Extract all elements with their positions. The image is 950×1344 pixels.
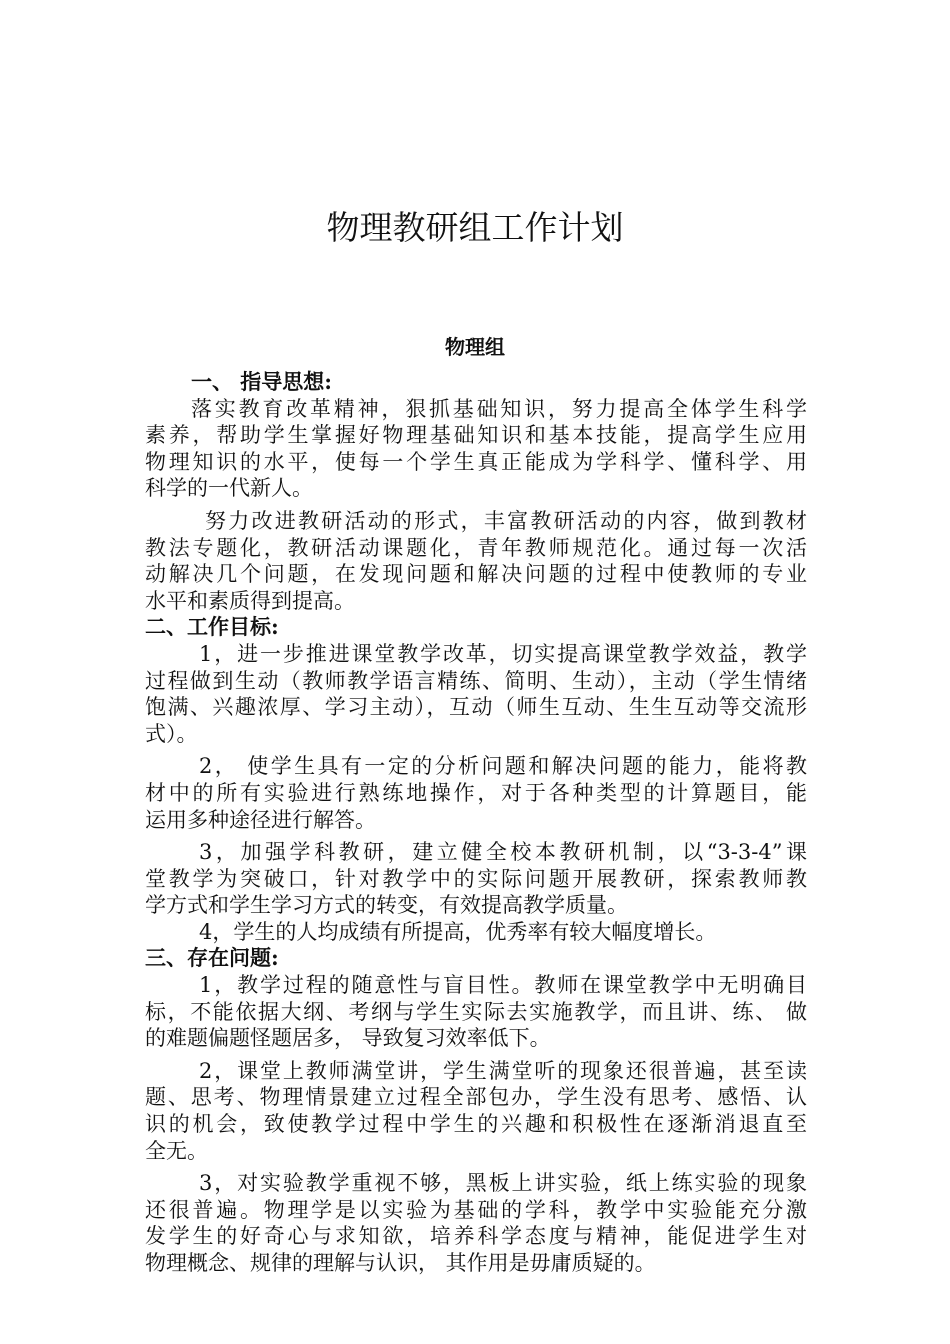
paragraph-line: 3，对实验教学重视不够，黑板上讲实验，纸上练实验的现象	[199, 1171, 807, 1196]
paragraph-line: 动解决几个问题，在发现问题和解决问题的过程中使教师的专业	[145, 562, 807, 587]
paragraph-line: 素养，帮助学生掌握好物理基础知识和基本技能，提高学生应用	[145, 423, 807, 448]
paragraph-line: 水平和素质得到提高。	[145, 588, 355, 613]
paragraph	[145, 1058, 807, 1164]
paragraph	[145, 839, 807, 919]
paragraph-line: 3，加强学科教研，建立健全校本教研机制，以“3-3-4”课	[199, 840, 807, 865]
paragraph-line: 努力改进教研活动的形式，丰富教研活动的内容，做到教材	[205, 508, 807, 533]
paragraph-line: 物理概念、规律的理解与认识， 其作用是毋庸质疑的。	[145, 1251, 656, 1275]
paragraph	[145, 508, 807, 614]
paragraph	[145, 753, 807, 833]
paragraph-line: 还很普遍。物理学是以实验为基础的学科，教学中实验能充分激	[145, 1197, 807, 1222]
document-body	[145, 369, 807, 1277]
paragraph	[145, 919, 807, 946]
paragraph-line: 过程做到生动（教师教学语言精练、简明、生动），主动（学生情绪	[145, 668, 807, 693]
paragraph	[145, 641, 807, 747]
paragraph-line: 全无。	[145, 1138, 208, 1163]
paragraph-line: 发学生的好奇心与求知欲，培养科学态度与精神，能促进学生对	[145, 1224, 807, 1249]
document-title: 物理教研组工作计划	[326, 208, 624, 247]
document-subtitle: 物理组	[445, 335, 505, 359]
paragraph-line: 1，进一步推进课堂教学改革，切实提高课堂教学效益，教学	[199, 641, 807, 666]
paragraph-line: 材中的所有实验进行熟练地操作，对于各种类型的计算题目，能	[145, 780, 807, 805]
paragraph-line: 标，不能依据大纲、考纲与学生实际去实施教学，而且讲、练、 做	[145, 999, 807, 1024]
paragraph-line: 运用多种途径进行解答。	[145, 807, 376, 832]
paragraph-line: 识的机会，致使教学过程中学生的兴趣和积极性在逐渐消退直至	[145, 1112, 807, 1137]
paragraph-line: 2， 使学生具有一定的分析问题和解决问题的能力，能将教	[199, 754, 807, 779]
paragraph-line: 2，课堂上教师满堂讲，学生满堂听的现象还很普遍，甚至读	[199, 1058, 807, 1083]
section-heading-work-goals: 二、工作目标:	[145, 614, 279, 640]
paragraph-line: 教法专题化，教研活动课题化，青年教师规范化。通过每一次活	[145, 535, 807, 560]
paragraph	[145, 1170, 807, 1276]
section-heading-guiding-thought: 一、 指导思想:	[191, 369, 333, 394]
paragraph-line: 的难题偏题怪题居多， 导致复习效率低下。	[145, 1026, 551, 1051]
paragraph-line: 式）。	[145, 721, 198, 746]
paragraph-line: 题、思考、物理情景建立过程全部包办，学生没有思考、感悟、认	[145, 1085, 807, 1110]
paragraph	[145, 396, 807, 502]
paragraph-line: 堂教学为突破口，针对教学中的实际问题开展教研，探索教师教	[145, 866, 807, 891]
paragraph-line: 学方式和学生学习方式的转变，有效提高教学质量。	[145, 893, 628, 918]
paragraph-line: 1，教学过程的随意性与盲目性。教师在课堂教学中无明确目	[199, 973, 807, 998]
paragraph-line: 物理知识的水平，使每一个学生真正能成为学科学、懂科学、用	[145, 449, 807, 474]
paragraph-line: 4，学生的人均成绩有所提高，优秀率有较大幅度增长。	[199, 919, 717, 944]
paragraph	[145, 972, 807, 1052]
paragraph-line: 科学的一代新人。	[145, 476, 313, 501]
paragraph-line: 落实教育改革精神，狠抓基础知识，努力提高全体学生科学	[191, 396, 807, 421]
section-heading-existing-problems: 三、存在问题:	[145, 945, 279, 971]
paragraph-line: 饱满、兴趣浓厚、学习主动），互动（师生互动、生生互动等交流形	[145, 695, 807, 720]
